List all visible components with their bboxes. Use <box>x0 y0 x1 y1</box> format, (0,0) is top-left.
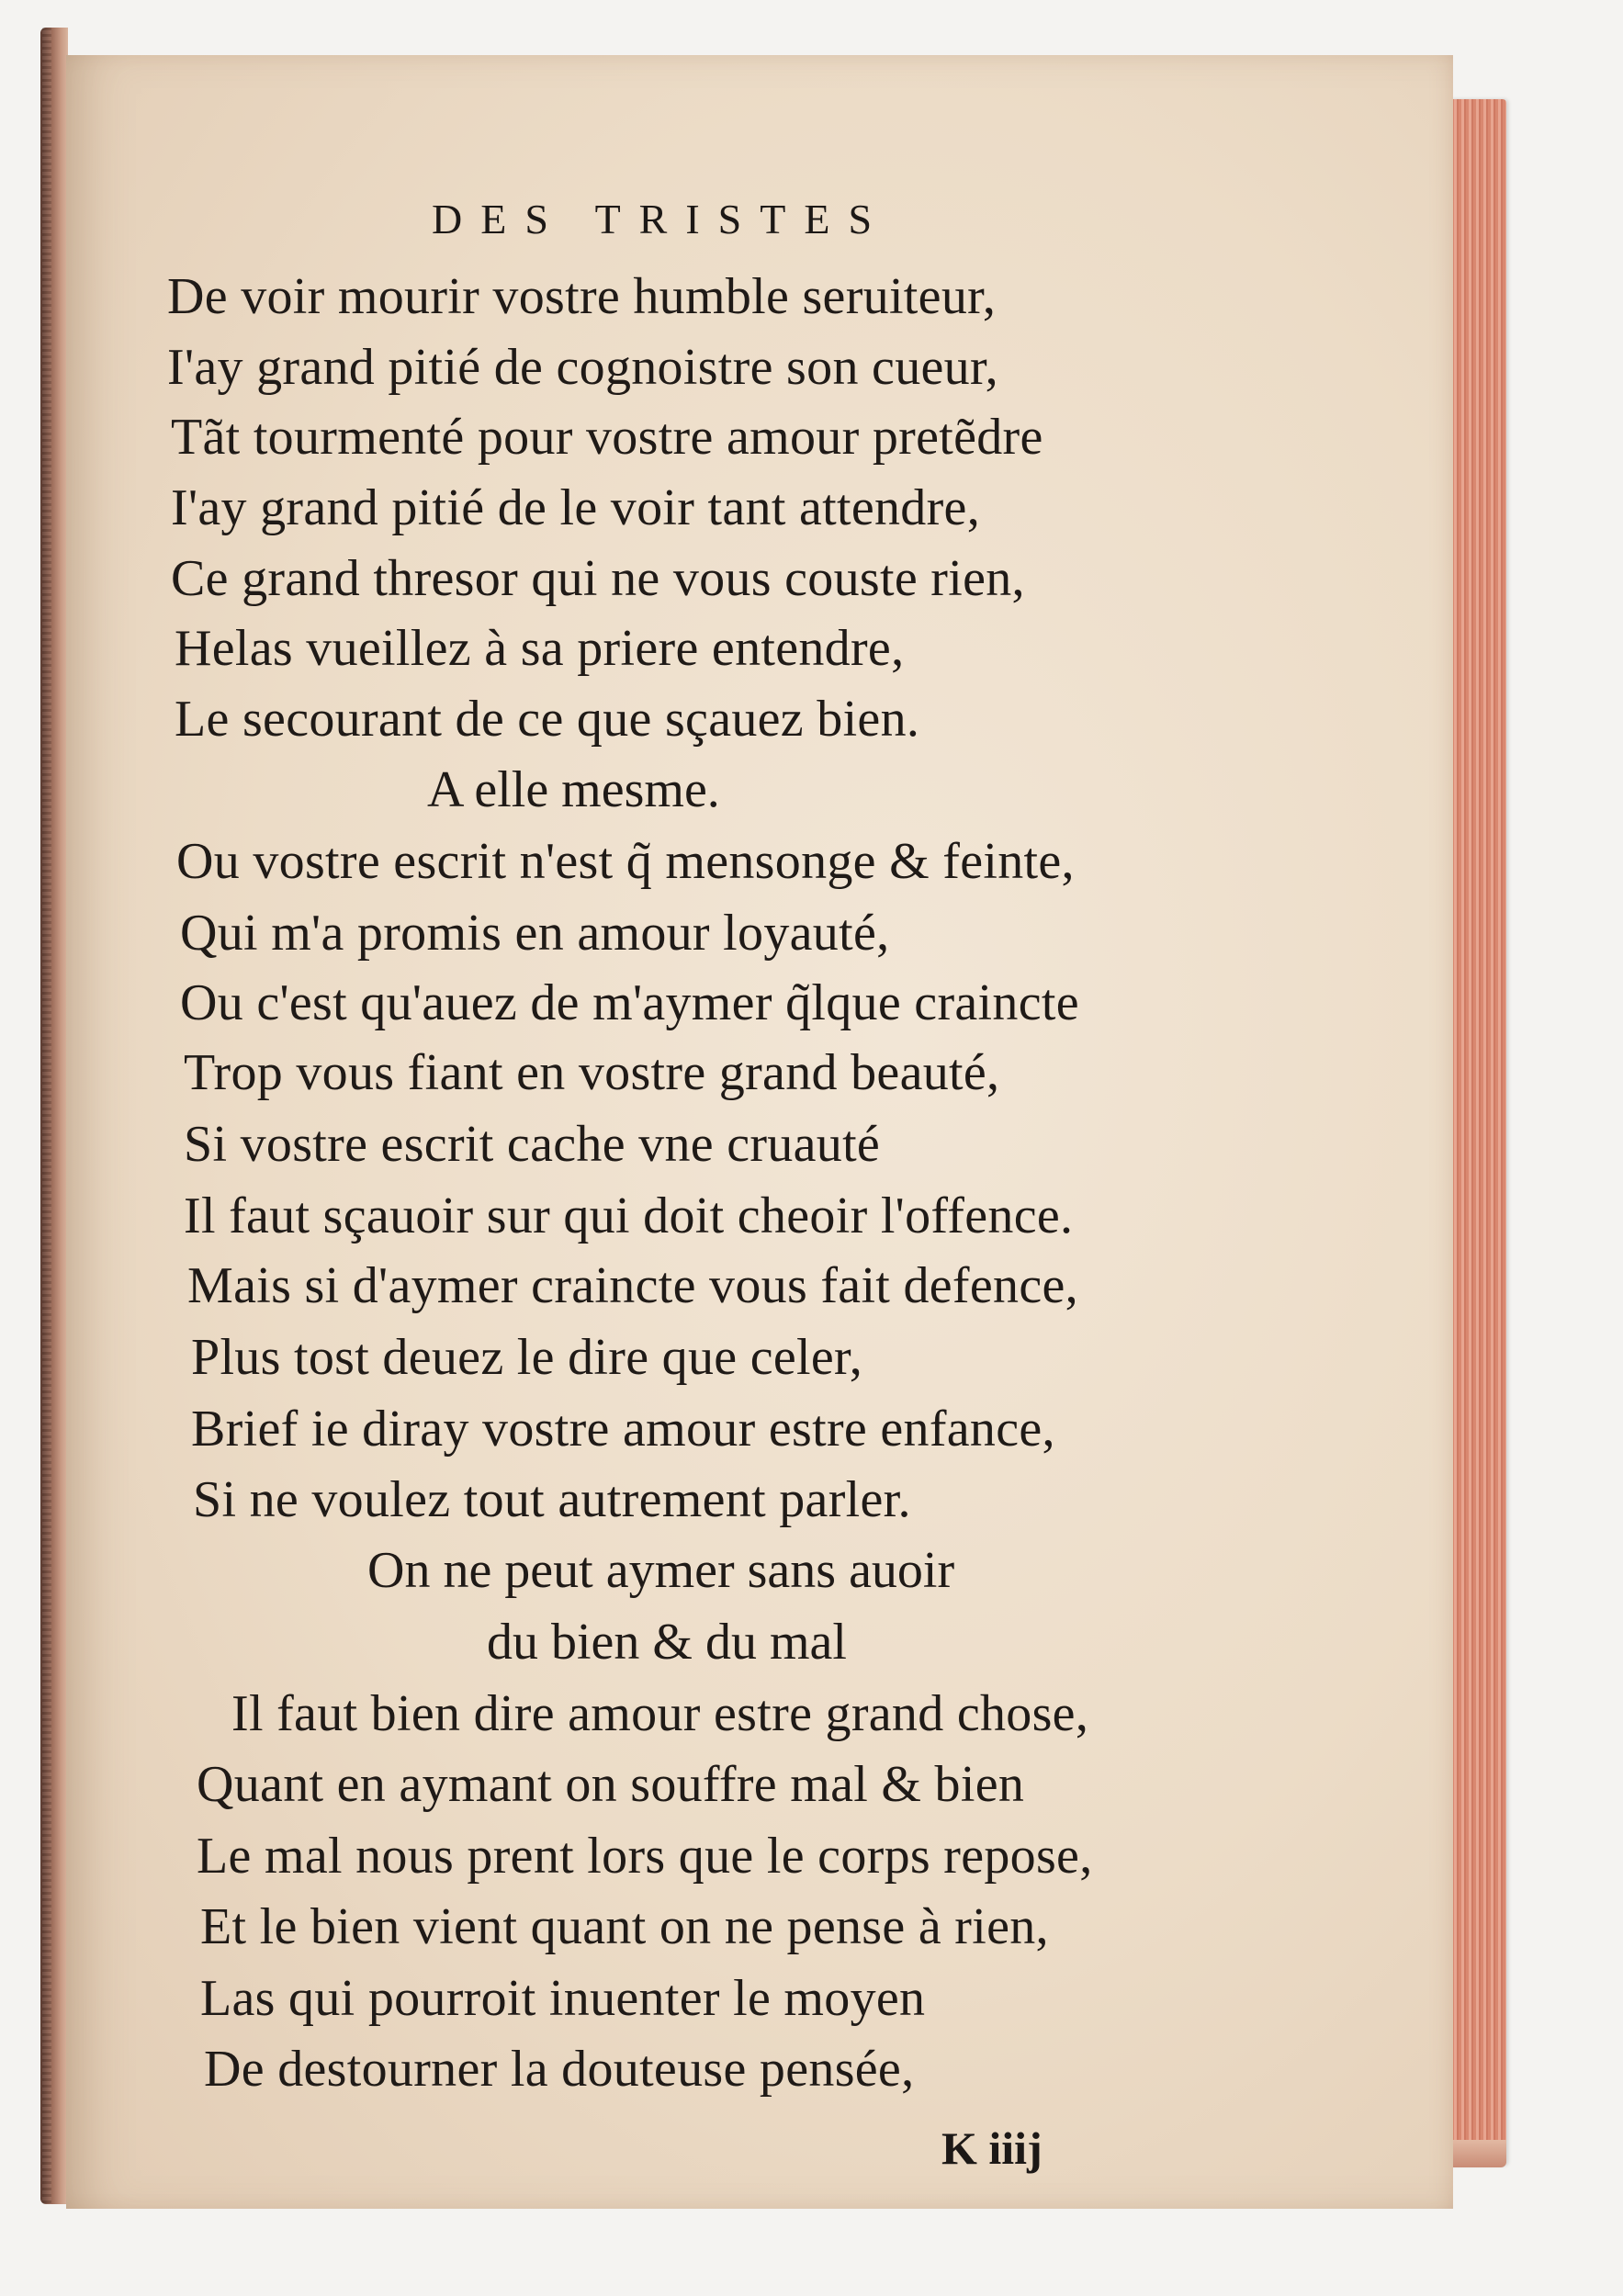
book-spine <box>40 28 68 2204</box>
verse-line: Quant en aymant on souffre mal & bien <box>197 1756 1025 1813</box>
verse-line: Plus tost deuez le dire que celer, <box>191 1329 863 1386</box>
verse-line: Ce grand thresor qui ne vous couste rien, <box>171 550 1025 607</box>
verse-line: Ou c'est qu'auez de m'aymer q̃lque craincte <box>180 974 1079 1031</box>
verse-line: Tãt tourmenté pour vostre amour pretẽdre <box>171 409 1043 466</box>
verse-line: Il faut sçauoir sur qui doit cheoir l'offence. <box>184 1187 1074 1244</box>
verse-line: Helas vueillez à sa priere entendre, <box>175 620 905 677</box>
verse-line: Si vostre escrit cache vne cruauté <box>184 1116 881 1173</box>
verse-line: Brief ie diray vostre amour estre enfance, <box>191 1401 1055 1458</box>
poem-heading: du bien & du mal <box>487 1614 847 1671</box>
running-head: DES TRISTES <box>432 196 891 242</box>
poem-heading: A elle mesme. <box>427 761 720 818</box>
verse-line: De voir mourir vostre humble seruiteur, <box>167 268 997 325</box>
verse-line: Mais si d'aymer craincte vous fait defence, <box>187 1257 1078 1314</box>
verse-line: Et le bien vient quant on ne pense à rien, <box>200 1898 1049 1955</box>
verse-line: Le mal nous prent lors que le corps repose, <box>197 1828 1093 1885</box>
signature-mark: K iiij <box>941 2122 1043 2174</box>
verse-line: Si ne voulez tout autrement parler. <box>193 1471 911 1528</box>
verse-line: Il faut bien dire amour estre grand chose, <box>231 1685 1089 1742</box>
verse-line: Las qui pourroit inuenter le moyen <box>200 1970 926 2027</box>
verse-line: Trop vous fiant en vostre grand beauté, <box>184 1044 1000 1101</box>
verse-line: Qui m'a promis en amour loyauté, <box>180 905 890 962</box>
verse-line: De destourner la douteuse pensée, <box>204 2041 915 2098</box>
verse-line: Ou vostre escrit n'est q̃ mensonge & feinte, <box>176 833 1075 890</box>
verse-line: Le secourant de ce que sçauez bien. <box>175 691 920 748</box>
verse-line: I'ay grand pitié de le voir tant attendre, <box>171 479 981 536</box>
poem-heading: On ne peut aymer sans auoir <box>367 1542 955 1599</box>
verse-line: I'ay grand pitié de cognoistre son cueur, <box>167 339 998 396</box>
